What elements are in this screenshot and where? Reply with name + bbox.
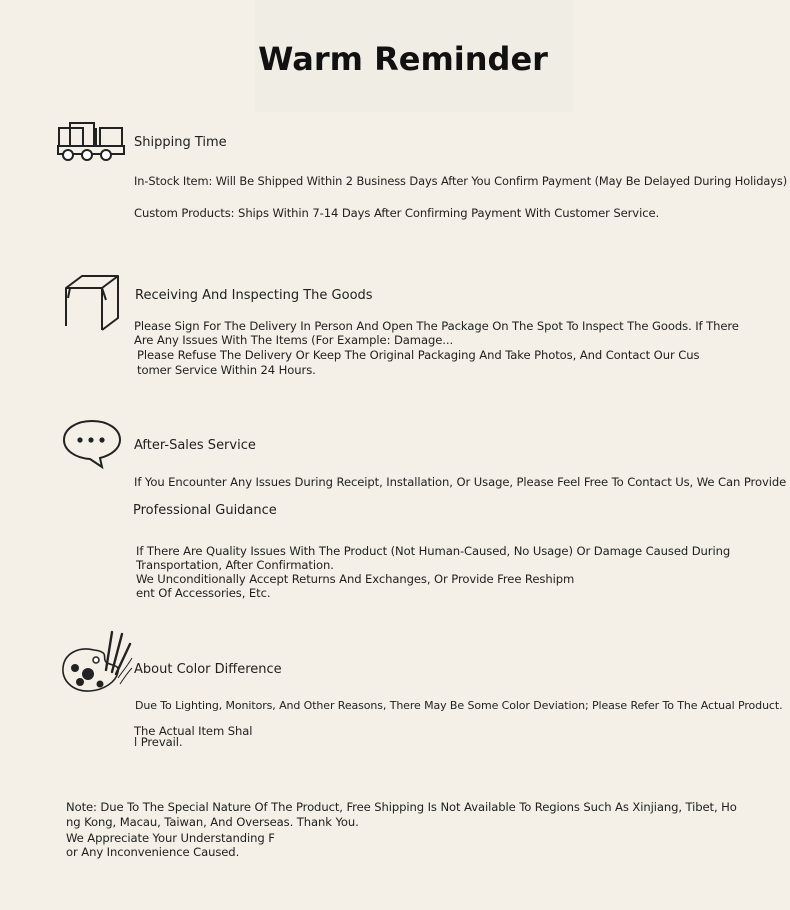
speech-bubble-icon: [62, 418, 122, 470]
note-line: We Appreciate Your Understanding F: [66, 831, 275, 845]
receiving-line: Please Sign For The Delivery In Person And Open The Package On The Spot To Inspect The Goods. If There: [134, 319, 739, 333]
color-line: l Prevail.: [134, 735, 183, 749]
box-icon: [62, 272, 120, 332]
shipping-heading: Shipping Time: [134, 135, 227, 150]
note-line: or Any Inconvenience Caused.: [66, 845, 240, 859]
after-sales-line: ent Of Accessories, Etc.: [136, 586, 271, 600]
truck-icon: [56, 120, 128, 164]
after-sales-line: If You Encounter Any Issues During Receipt, Installation, Or Usage, Please Feel Free To Contact Us, We Can Provide: [134, 475, 787, 489]
shipping-line: Custom Products: Ships Within 7-14 Days After Confirming Payment With Customer Service.: [134, 206, 660, 220]
receiving-line: Please Refuse The Delivery Or Keep The Original Packaging And Take Photos, And Contact Our Cus: [137, 348, 700, 362]
receiving-line: tomer Service Within 24 Hours.: [137, 363, 316, 377]
note-line: ng Kong, Macau, Taiwan, And Overseas. Thank You.: [66, 815, 359, 829]
receiving-line: Are Any Issues With The Items (For Example: Damage...: [134, 333, 454, 347]
color-heading: About Color Difference: [134, 662, 282, 677]
after-sales-heading: After-Sales Service: [134, 438, 256, 453]
color-line: The Actual Item Shal: [134, 724, 253, 738]
note-line: Note: Due To The Special Nature Of The Product, Free Shipping Is Not Available To Regions Such As Xinjiang, Tibet, Ho: [66, 800, 737, 814]
color-line: Due To Lighting, Monitors, And Other Reasons, There May Be Some Color Deviation; Please Refer To The Actual Product.: [135, 699, 783, 712]
after-sales-line: Professional Guidance: [133, 503, 277, 518]
after-sales-line: If There Are Quality Issues With The Product (Not Human-Caused, No Usage) Or Damage Caused During: [136, 544, 731, 558]
shipping-line: In-Stock Item: Will Be Shipped Within 2 Business Days After You Confirm Payment (May Be Delayed During Holidays): [134, 174, 788, 188]
after-sales-line: We Unconditionally Accept Returns And Exchanges, Or Provide Free Reshipm: [136, 572, 575, 586]
receiving-heading: Receiving And Inspecting The Goods: [135, 288, 373, 303]
page-title: Warm Reminder: [258, 40, 548, 78]
after-sales-line: Transportation, After Confirmation.: [136, 558, 334, 572]
paint-palette-icon: [60, 628, 134, 696]
